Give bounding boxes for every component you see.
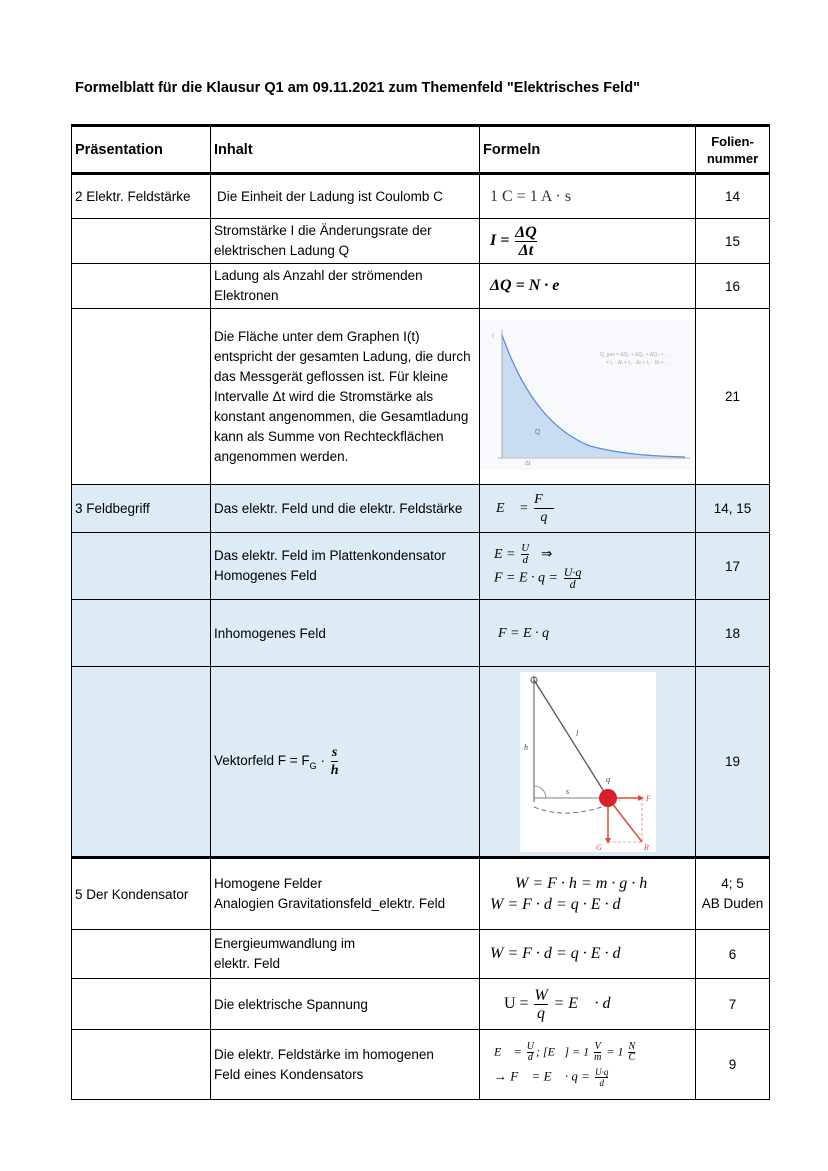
row-presentation: 3 Feldbegriff (72, 485, 211, 533)
row-slide-number: 4; 5 AB Duden (696, 858, 770, 930)
row-formula: ΔQ = N · e (490, 277, 560, 294)
row-formula: W = F · h = m · g · h W = F · d = q · E · d (480, 858, 696, 930)
header-content: Inhalt (211, 126, 480, 174)
row-formula: E = $\frac{U}{d}$ ⇒ F = E · q = $\frac{U\cdot q}{d}$ (480, 533, 696, 600)
row-formula: I = $\frac{\Delta Q}{\Delta t}$ (480, 219, 696, 264)
row-slide-number: 7 (696, 979, 770, 1030)
row-content: Stromstärke I die Änderungsrate der elektrischen Ladung Q (211, 219, 480, 264)
table-row (72, 979, 770, 1030)
row-content: Die elektrische Spannung (211, 979, 480, 1030)
header-formulas: Formeln (480, 126, 696, 174)
graph-charge-label: Q (535, 429, 541, 436)
header-slide-number: Folien- nummer (696, 126, 770, 174)
row-content: Das elektr. Feld im Plattenkondensator Homogenes Feld (211, 533, 480, 600)
row-slide-number: 9 (696, 1030, 770, 1100)
row-slide-number: 15 (696, 219, 770, 264)
header-presentation: Präsentation (72, 126, 211, 174)
row-content: Homogene Felder Analogien Gravitationsfeld_elektr. Feld (211, 858, 480, 930)
current-time-graph (480, 320, 696, 470)
row-slide-number: 18 (696, 600, 770, 667)
row-slide-number: 14 (696, 174, 770, 219)
pendulum-label-h: h (523, 742, 528, 752)
formula-table (71, 124, 770, 1100)
table-row (72, 174, 770, 219)
row-slide-number: 21 (696, 309, 770, 485)
page-title: Formelblatt für die Klausur Q1 am 09.11.2021 zum Themenfeld "Elektrisches Feld" (75, 80, 640, 96)
pendulum-label-q: q (605, 774, 610, 784)
table-row (72, 600, 770, 667)
pendulum-cell (480, 667, 696, 858)
row-formula: U = $\frac{W}{q}$ = E⃗ · d (480, 979, 696, 1030)
row-presentation: 5 Der Kondensator (72, 858, 211, 930)
pendulum-label-R: R (643, 842, 649, 852)
pendulum-label-l: l (575, 728, 578, 738)
row-content: Das elektr. Feld und die elektr. Feldstärke (211, 485, 480, 533)
graph-label-2: = I₁ · Δt + I₂ · Δt + I₃ · Δt + ... (606, 360, 669, 366)
graph-cell (480, 309, 696, 485)
graph-axis-y: I (492, 334, 494, 340)
row-content: Vektorfeld $F = F_G$ · $\frac{s}{h}$ (211, 667, 480, 858)
table-row (72, 667, 770, 858)
row-formula: E⃗ = $\frac{F⃗}{q}$ (480, 485, 696, 533)
graph-axis-x: Δt (525, 461, 531, 467)
row-content: Die Fläche unter dem Graphen I(t) entspricht der gesamten Ladung, die durch das Messgerät geflossen ist. Für kleine Intervalle Δt wird die Stromstärke als konstant angenommen, die Gesamtladung kann als Summe von Rechteckflächen angenommen werden. (211, 309, 480, 485)
table-row (72, 219, 770, 264)
graph-label-1: Q_ges = ΔQ₁ + ΔQ₂ + ΔQ₃ + ... (600, 352, 670, 358)
row-slide-number: 17 (696, 533, 770, 600)
row-formula: W = F · d = q · E · d (490, 945, 621, 962)
pendulum-label-s: s (565, 786, 569, 796)
pendulum-label-G: G (595, 842, 602, 852)
row-slide-number: 19 (696, 667, 770, 858)
row-slide-number: 6 (696, 930, 770, 979)
table-header (72, 126, 770, 174)
row-content: Ladung als Anzahl der strömenden Elektronen (211, 264, 480, 309)
row-formula: F = E · q (498, 625, 550, 641)
table-row (72, 930, 770, 979)
table-row (72, 533, 770, 600)
table-row (72, 485, 770, 533)
row-content: Inhomogenes Feld (211, 600, 480, 667)
row-content: Die elektr. Feldstärke im homogenen Feld eines Kondensators (211, 1030, 480, 1100)
row-formula: E⃗ = $\frac{U}{d}$ ; [E⃗] = 1 $\frac{V}{m}$ = 1 $\frac{N}{C}$ → F⃗ = E⃗ · q = $\frac{U\cdot q}{d}$ (480, 1030, 696, 1100)
row-formula: 1 C = 1 A · s (490, 187, 572, 205)
row-content: Die Einheit der Ladung ist Coulomb C (211, 174, 480, 219)
table-row (72, 264, 770, 309)
row-slide-number: 14, 15 (696, 485, 770, 533)
table-row (72, 1030, 770, 1100)
row-content: Energieumwandlung im elektr. Feld (211, 930, 480, 979)
row-presentation: 2 Elektr. Feldstärke (72, 174, 211, 219)
table-row (72, 858, 770, 930)
pendulum-label-F: F (645, 793, 651, 803)
row-slide-number: 16 (696, 264, 770, 309)
table-row (72, 309, 770, 485)
pendulum-diagram (520, 672, 656, 852)
